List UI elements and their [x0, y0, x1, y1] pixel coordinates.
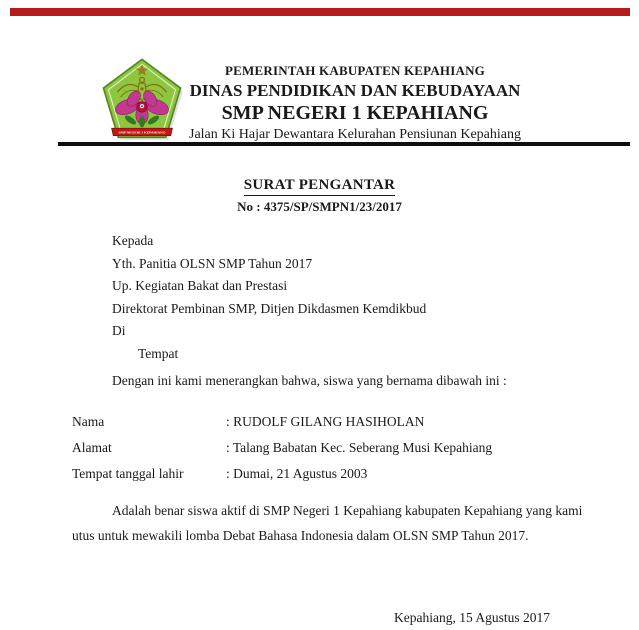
- field-label-address: Alamat: [72, 440, 112, 455]
- recipient-directorate: Direktorat Pembinan SMP, Ditjen Dikdasmen Kemdikbud: [112, 300, 427, 316]
- student-data-fields: [72, 414, 592, 492]
- field-row-birth: [72, 466, 592, 492]
- field-row-name: [72, 414, 592, 440]
- field-row-address: [72, 440, 592, 466]
- recipient-up: Up. Kegiatan Bakat dan Prestasi: [112, 278, 288, 293]
- letter-title: SURAT PENGANTAR: [244, 177, 396, 196]
- letter-title-block: [0, 176, 639, 215]
- letter-number: No : 4375/SP/SMPN1/23/2017: [237, 199, 402, 214]
- place-date-line: Kepahiang, 15 Agustus 2017: [394, 610, 550, 625]
- intro-sentence: Dengan ini kami menerangkan bahwa, siswa yang bernama dibawah ini :: [112, 373, 507, 388]
- logo-banner-text: SMP NEGERI 1 KEPAHIANG: [118, 130, 166, 135]
- field-value-address: : Talang Babatan Kec. Seberang Musi Kepahiang: [226, 440, 493, 455]
- field-label-birth: Tempat tanggal lahir: [72, 466, 184, 481]
- letterhead-address-line: Jalan Ki Hajar Dewantara Kelurahan Pensiunan Kepahiang: [189, 126, 521, 142]
- letterhead-department-line: DINAS PENDIDIKAN DAN KEBUDAYAAN: [189, 80, 521, 100]
- closing-paragraph-line2: utus untuk mewakili lomba Debat Bahasa Indonesia dalam OLSN SMP Tahun 2017.: [72, 528, 529, 543]
- letterhead-school-name: SMP NEGERI 1 KEPAHIANG: [221, 101, 489, 124]
- recipient-place: Tempat: [138, 345, 179, 361]
- closing-paragraph-line1: Adalah benar siswa aktif di SMP Negeri 1 Kepahiang kabupaten Kepahiang yang kami: [112, 503, 583, 518]
- letterhead-government-line: PEMERINTAH KABUPATEN KEPAHIANG: [225, 63, 485, 78]
- top-accent-bar: [10, 8, 630, 16]
- letterhead: [150, 64, 560, 143]
- field-label-name: Nama: [72, 414, 105, 429]
- recipient-yth: Yth. Panitia OLSN SMP Tahun 2017: [112, 255, 313, 271]
- recipient-kepada: Kepada: [112, 233, 154, 248]
- letterhead-divider-rule: [58, 142, 630, 146]
- recipient-di: Di: [112, 323, 126, 338]
- field-value-name: : RUDOLF GILANG HASIHOLAN: [226, 414, 425, 429]
- recipient-block: [112, 230, 426, 365]
- field-value-birth: : Dumai, 21 Agustus 2003: [226, 466, 368, 481]
